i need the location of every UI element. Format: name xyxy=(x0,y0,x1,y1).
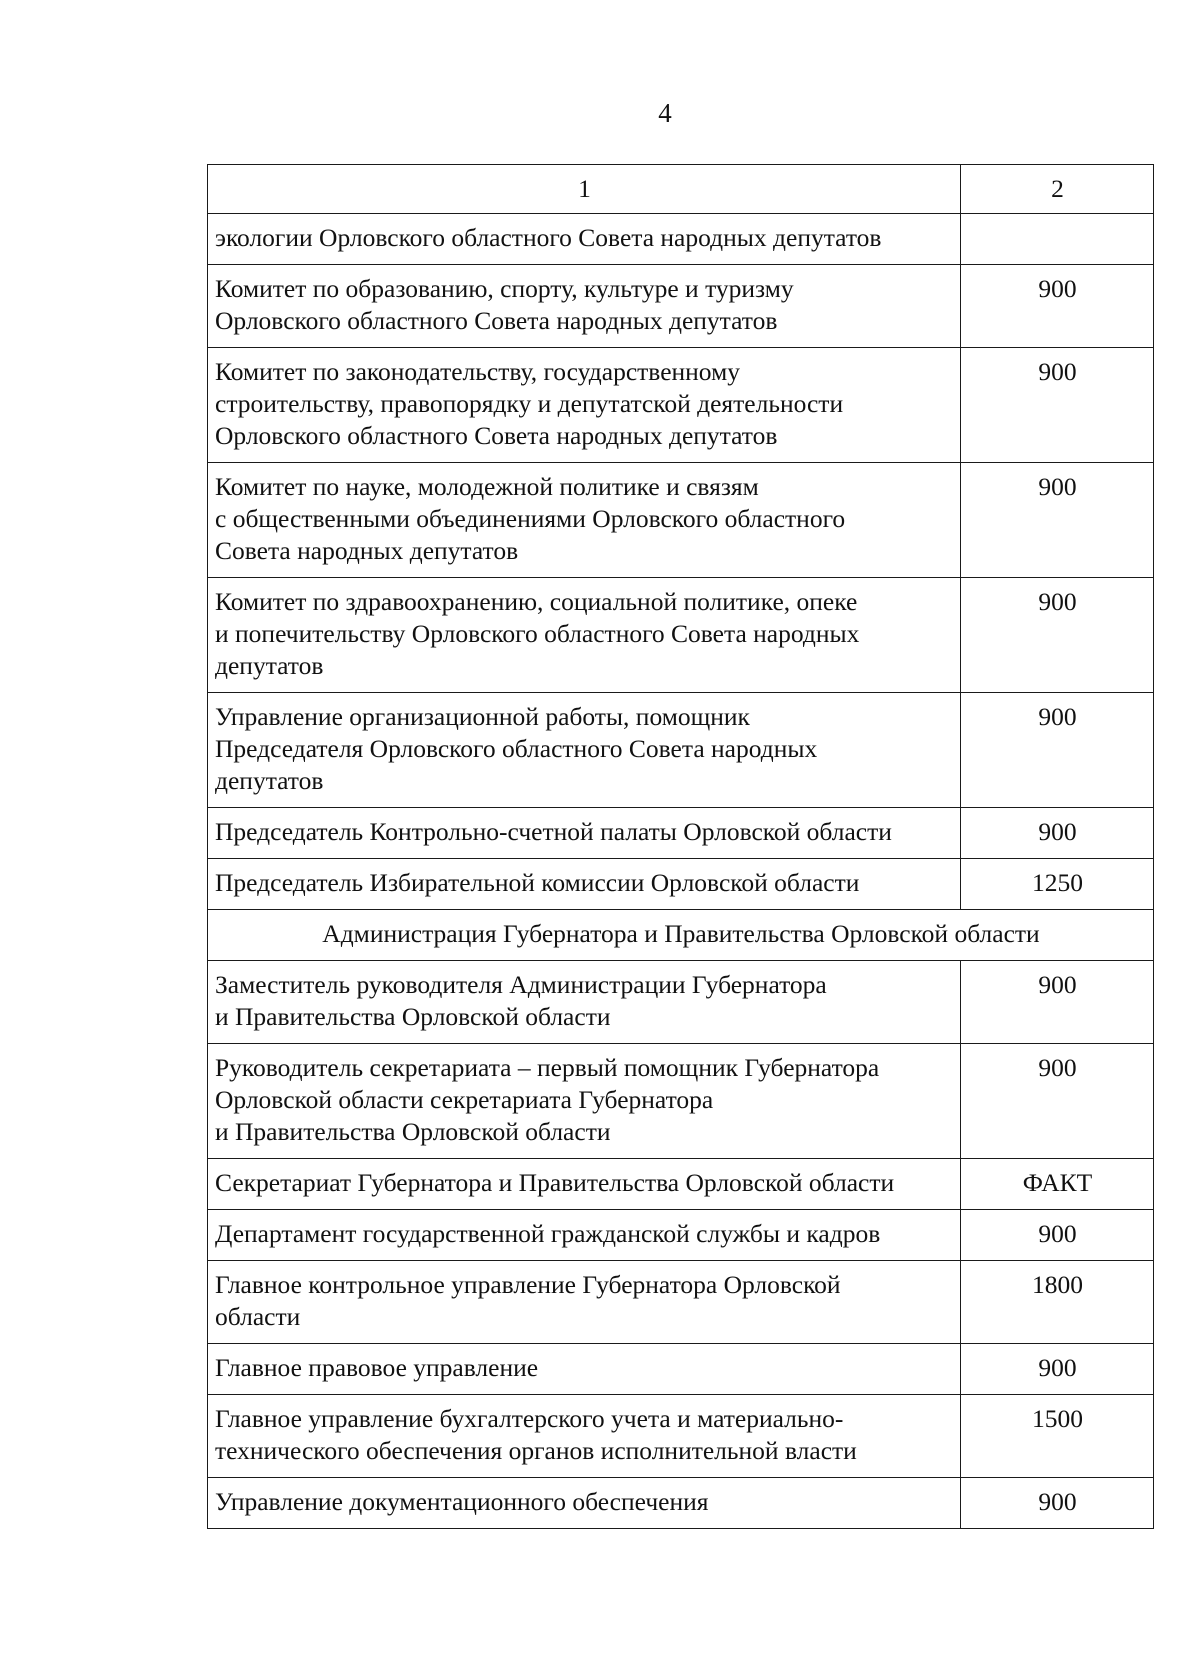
row-title: Главное правовое управление xyxy=(208,1344,961,1395)
row-value: 900 xyxy=(961,265,1154,348)
row-title: Заместитель руководителя Администрации Губернатора и Правительства Орловской области xyxy=(208,961,961,1044)
row-title: Комитет по законодательству, государственному строительству, правопорядку и депутатской деятельности Орловского областного Совета народных депутатов xyxy=(208,348,961,463)
table-body xyxy=(208,165,1154,1529)
row-value: 1250 xyxy=(961,859,1154,910)
table-row xyxy=(208,1395,1154,1478)
row-value: ФАКТ xyxy=(961,1159,1154,1210)
row-title: Управление документационного обеспечения xyxy=(208,1478,961,1529)
row-title: Секретариат Губернатора и Правительства Орловской области xyxy=(208,1159,961,1210)
row-value: 900 xyxy=(961,1210,1154,1261)
row-value: 900 xyxy=(961,348,1154,463)
section-row xyxy=(208,910,1154,961)
row-title: Комитет по здравоохранению, социальной политике, опеке и попечительству Орловского областного Совета народных депутатов xyxy=(208,578,961,693)
row-value: 1500 xyxy=(961,1395,1154,1478)
row-title: Руководитель секретариата – первый помощник Губернатора Орловской области секретариата Губернатора и Правительства Орловской области xyxy=(208,1044,961,1159)
table-row xyxy=(208,463,1154,578)
row-value: 900 xyxy=(961,578,1154,693)
table-row xyxy=(208,1210,1154,1261)
table-row xyxy=(208,348,1154,463)
row-value: 900 xyxy=(961,1044,1154,1159)
row-title: Председатель Избирательной комиссии Орловской области xyxy=(208,859,961,910)
positions-table xyxy=(207,164,1154,1529)
table-header-row xyxy=(208,165,1154,214)
table-row xyxy=(208,1478,1154,1529)
table-row xyxy=(208,578,1154,693)
row-title: Главное контрольное управление Губернатора Орловской области xyxy=(208,1261,961,1344)
header-col-2: 2 xyxy=(961,165,1154,214)
table-row xyxy=(208,693,1154,808)
row-title: Комитет по образованию, спорту, культуре и туризму Орловского областного Совета народных депутатов xyxy=(208,265,961,348)
table-row xyxy=(208,808,1154,859)
table-row xyxy=(208,1344,1154,1395)
row-value: 900 xyxy=(961,961,1154,1044)
table-row xyxy=(208,1044,1154,1159)
row-value: 900 xyxy=(961,1344,1154,1395)
row-value: 900 xyxy=(961,808,1154,859)
row-value xyxy=(961,214,1154,265)
row-value: 900 xyxy=(961,1478,1154,1529)
table-row xyxy=(208,265,1154,348)
header-col-1: 1 xyxy=(208,165,961,214)
table-row xyxy=(208,961,1154,1044)
row-value: 900 xyxy=(961,463,1154,578)
row-title: Управление организационной работы, помощник Председателя Орловского областного Совета народных депутатов xyxy=(208,693,961,808)
row-title: Председатель Контрольно-счетной палаты Орловской области xyxy=(208,808,961,859)
page-number: 4 xyxy=(658,98,672,128)
table-row xyxy=(208,859,1154,910)
row-value: 900 xyxy=(961,693,1154,808)
table-row xyxy=(208,1159,1154,1210)
row-title: Главное управление бухгалтерского учета и материально- технического обеспечения органов исполнительной власти xyxy=(208,1395,961,1478)
row-title: экологии Орловского областного Совета народных депутатов xyxy=(208,214,961,265)
row-title: Комитет по науке, молодежной политике и связям с общественными объединениями Орловского областного Совета народных депутатов xyxy=(208,463,961,578)
row-title: Департамент государственной гражданской службы и кадров xyxy=(208,1210,961,1261)
table-row xyxy=(208,214,1154,265)
table-row xyxy=(208,1261,1154,1344)
section-title: Администрация Губернатора и Правительства Орловской области xyxy=(208,910,1154,961)
row-value: 1800 xyxy=(961,1261,1154,1344)
